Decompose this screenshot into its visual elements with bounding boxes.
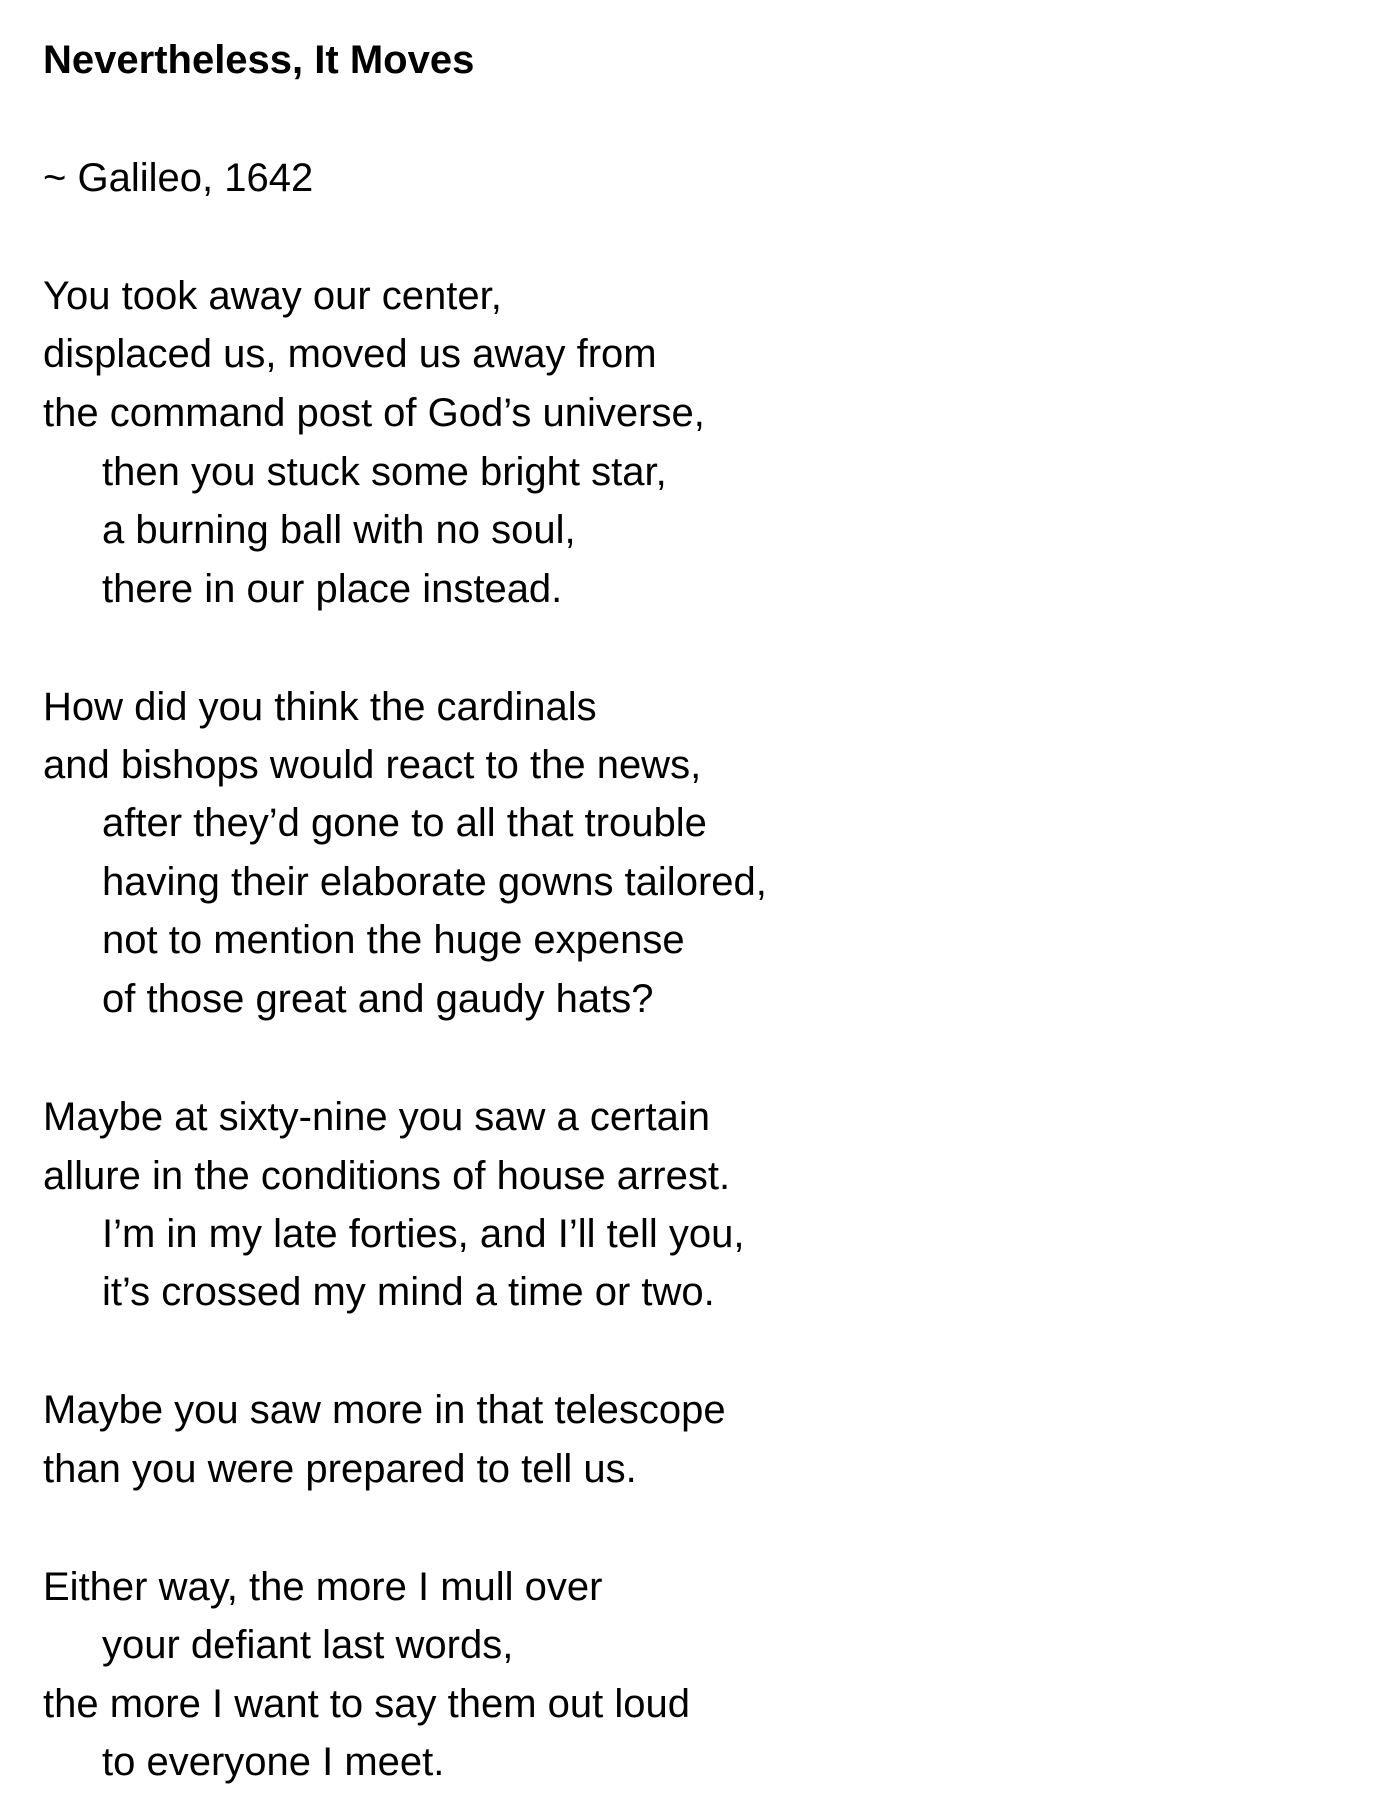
poem-line: and bishops would react to the news,	[43, 743, 702, 787]
poem-line: then you stuck some bright star,	[102, 450, 667, 494]
poem-line: allure in the conditions of house arrest.	[43, 1154, 731, 1198]
poem-line: of those great and gaudy hats?	[102, 977, 654, 1021]
poem-line: Either way, the more I mull over	[43, 1565, 603, 1609]
poem-line: displaced us, moved us away from	[43, 332, 657, 376]
poem-line: having their elaborate gowns tailored,	[102, 860, 767, 904]
poem-line: than you were prepared to tell us.	[43, 1447, 637, 1491]
poem-line: Maybe you saw more in that telescope	[43, 1388, 726, 1432]
poem-line: not to mention the huge expense	[102, 918, 685, 962]
poem-title: Nevertheless, It Moves	[43, 38, 475, 82]
poem-line: there in our place instead.	[102, 567, 563, 611]
poem-line: How did you think the cardinals	[43, 685, 597, 729]
poem-line: the more I want to say them out loud	[43, 1682, 691, 1726]
poem-line: I’m in my late forties, and I’ll tell you,	[102, 1212, 745, 1256]
poem-line: after they’d gone to all that trouble	[102, 801, 707, 845]
poem-line: a burning ball with no soul,	[102, 508, 576, 552]
poem-epigraph: ~ Galileo, 1642	[43, 156, 314, 200]
poem-line: You took away our center,	[43, 274, 502, 318]
poem-line: the command post of God’s universe,	[43, 391, 705, 435]
poem-line: Maybe at sixty-nine you saw a certain	[43, 1095, 710, 1139]
poem-line: to everyone I meet.	[102, 1740, 445, 1784]
poem-line: your defiant last words,	[102, 1623, 514, 1667]
poem-line: it’s crossed my mind a time or two.	[102, 1270, 715, 1314]
